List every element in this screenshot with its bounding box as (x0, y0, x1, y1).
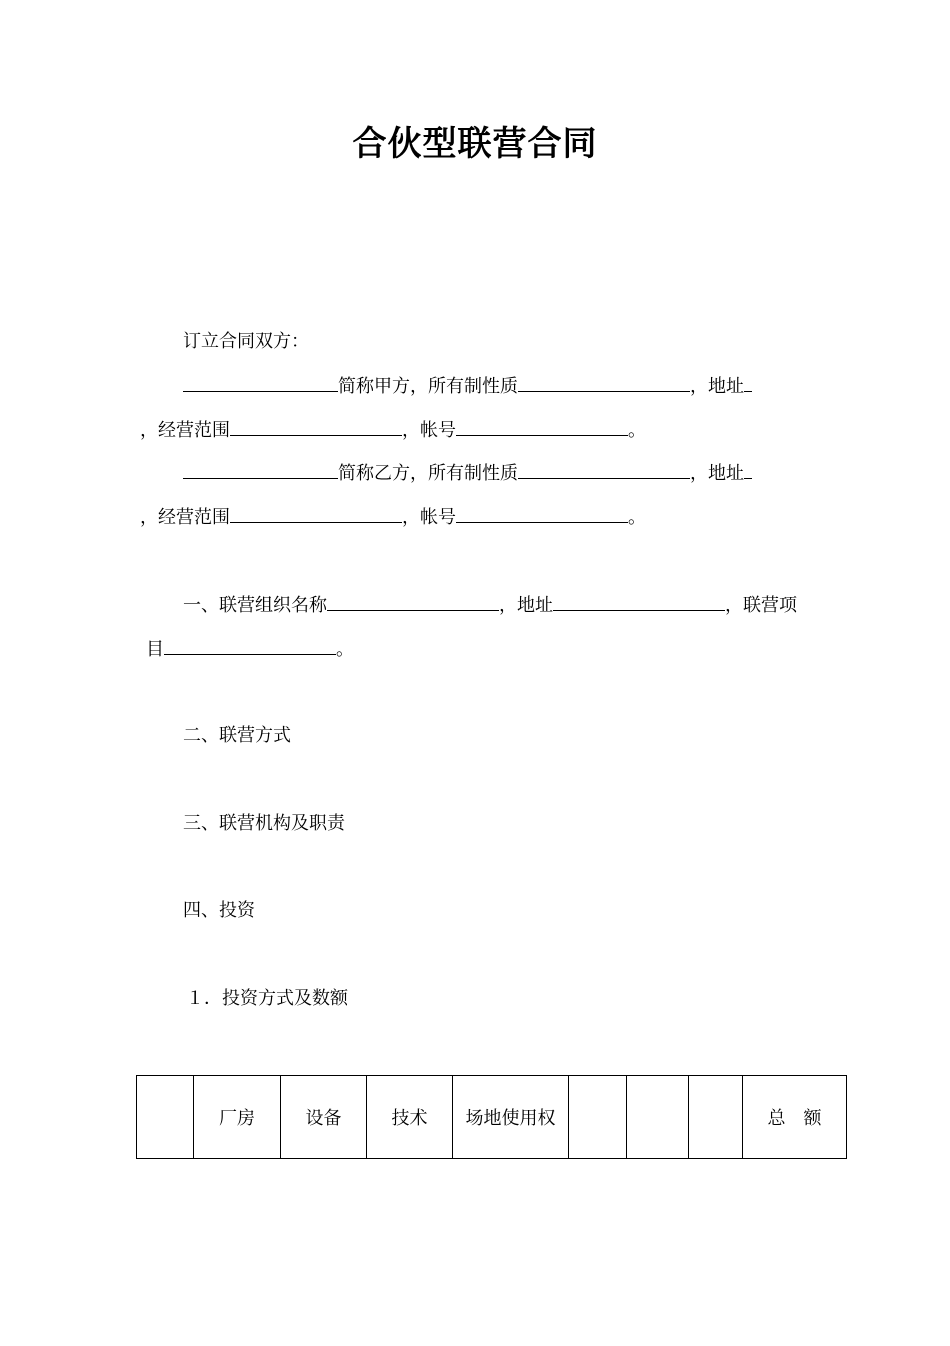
table-cell: 技术 (367, 1076, 453, 1159)
section-3-heading: 三、联营机构及职责 (183, 813, 345, 834)
party-b-ownership-blank (518, 460, 690, 479)
intro-line (183, 330, 309, 354)
party-a-end: 。 (628, 420, 646, 441)
section-1-project-label: ，联营项 (725, 595, 797, 616)
section-2-heading: 二、联营方式 (183, 725, 291, 746)
party-a-scope-blank (230, 417, 402, 436)
table-cell (627, 1076, 689, 1159)
table-header-row (137, 1076, 847, 1159)
party-a-ownership-blank (518, 373, 690, 392)
party-a-account-blank (456, 417, 628, 436)
party-a-account-label: ，帐号 (402, 420, 456, 441)
document-title: 合伙型联营合同 (352, 124, 598, 164)
party-b-account-label: ，帐号 (402, 507, 456, 528)
party-b-name-blank (183, 460, 338, 479)
party-b-account-blank (456, 504, 628, 523)
intro-text: 订立合同双方： (183, 331, 309, 352)
party-a-scope-label: ，经营范围 (140, 420, 230, 441)
section-1-line-1 (183, 592, 797, 618)
table-cell: 设备 (281, 1076, 367, 1159)
table-cell (137, 1076, 194, 1159)
party-a-line-2 (140, 417, 646, 443)
party-a-name-blank (183, 373, 338, 392)
party-b-scope-label: ，经营范围 (140, 507, 230, 528)
section-1-line-2 (146, 636, 354, 662)
party-b-scope-blank (230, 504, 402, 523)
table-cell: 厂房 (194, 1076, 281, 1159)
party-b-address-blank (744, 460, 752, 479)
subsection-1-heading: １．投资方式及数额 (186, 988, 348, 1009)
section-1-address-label: ，地址 (499, 595, 553, 616)
party-b-abbrev-label: 简称乙方，所有制性质 (338, 463, 518, 484)
section-1-project-cont: 目 (146, 639, 164, 660)
party-a-abbrev-label: 简称甲方，所有制性质 (338, 376, 518, 397)
section-1-lead: 一、联营组织名称 (183, 595, 327, 616)
table-cell (569, 1076, 627, 1159)
section-1-end: 。 (336, 639, 354, 660)
investment-table (136, 1075, 847, 1159)
table-cell (689, 1076, 743, 1159)
party-b-line-2 (140, 504, 646, 530)
table-cell: 总 额 (743, 1076, 847, 1159)
party-a-address-label: ，地址 (690, 376, 744, 397)
section-1-org-name-blank (327, 592, 499, 611)
section-4-heading: 四、投资 (183, 900, 255, 921)
party-b-address-label: ，地址 (690, 463, 744, 484)
section-1-project-blank (164, 636, 336, 655)
table-cell: 场地使用权 (453, 1076, 569, 1159)
section-1-address-blank (553, 592, 725, 611)
party-b-line-1 (183, 460, 752, 486)
party-a-line-1 (183, 373, 752, 399)
party-b-end: 。 (628, 507, 646, 528)
party-a-address-blank (744, 373, 752, 392)
